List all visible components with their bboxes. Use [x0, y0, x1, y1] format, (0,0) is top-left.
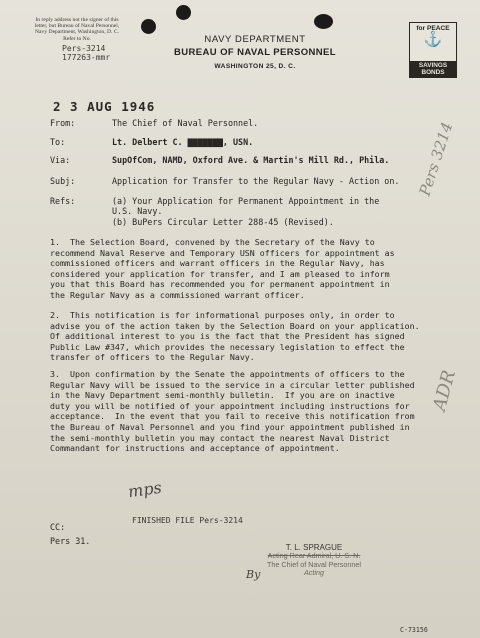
punch-hole-left [141, 19, 156, 34]
department-heading: NAVY DEPARTMENT [204, 34, 306, 45]
reference-a: (a) Your Application for Permanent Appointment in the [112, 196, 380, 206]
margin-handwriting-top: Pers 3214 [415, 120, 457, 198]
carbon-copy: CC: Pers 31. [50, 522, 91, 546]
to-label: To: [50, 137, 66, 147]
signer-rank: Acting Rear Admiral, U. S. N. [267, 551, 361, 561]
reference-number: Pers-3214 177263-mmr [62, 44, 111, 62]
signature-block [246, 544, 382, 578]
reference-a-cont: U.S. Navy. [112, 206, 163, 216]
from-value: The Chief of Naval Personnel. [112, 118, 259, 128]
subject-value: Application for Transfer to the Regular Navy - Action on. [112, 176, 400, 186]
paragraph-1: 1. The Selection Board, convened by the Secretary of the Navy to recommend Naval Reserve and Temporary USN officers for appointment as commissioned officers and warrant officers in the Regular Navy, has considered your application for transfer, and I am pleased to inform you that this Board has recommended you for permanent appointment in the Regular Navy as a commissioned warrant officer. [50, 237, 395, 300]
finished-file-stamp: FINISHED FILE Pers-3214 [132, 516, 243, 525]
handwritten-initials: mps [126, 477, 163, 502]
punch-hole-right [314, 14, 333, 29]
references-label: Refs: [50, 196, 76, 206]
handwritten-sig-prefix: By [246, 568, 261, 581]
reply-instructions: In reply address not the signer of this letter, but Bureau of Naval Personnel, Navy Department, Washington, D. C. Refer to No. [34, 17, 120, 42]
anchor-icon: ⚓ [423, 31, 443, 48]
signer-title: The Chief of Naval Personnel [267, 559, 361, 569]
savings-bonds-badge: for PEACE ⚓ SAVINGS BONDS [409, 22, 457, 78]
bureau-heading: BUREAU OF NAVAL PERSONNEL [173, 47, 336, 58]
punch-hole-center [176, 5, 191, 20]
via-label: Via: [50, 155, 71, 165]
from-label: From: [50, 118, 76, 128]
paragraph-3: 3. Upon confirmation by the Senate the appointments of officers to the Regular Navy will be issued to the service in a circular letter published in the Navy Department semi-monthly bulletin. If you are on inactive duty you will be notified of your appointment including instructions for acceptance. In the event that you fail to receive this notification from the Bureau of Naval Personnel and you find your appointment published in the semi-monthly bulletin you may contact the nearest Naval District Commandant for instructions and acceptance of appointment. [50, 369, 415, 454]
margin-handwriting-right: ADR [429, 367, 460, 414]
via-value: SupOfCom, NAMD, Oxford Ave. & Martin's Mill Rd., Phila. [112, 155, 390, 165]
reference-b: (b) BuPers Circular Letter 288-45 (Revised). [112, 217, 334, 227]
location-heading: WASHINGTON 25, D. C. [214, 63, 296, 70]
to-value: Lt. Delbert C. ▇▇▇▇▇▇▇, USN. [112, 137, 254, 147]
document-number: C-73156 [400, 626, 428, 634]
signer-acting: Acting [304, 568, 324, 578]
subject-label: Subj: [50, 176, 76, 186]
signer-name: T. L. SPRAGUE [285, 543, 343, 552]
letter-date: 2 3 AUG 1946 [53, 99, 156, 114]
paragraph-2: 2. This notification is for informational purposes only, in order to advise you of the action taken by the Selection Board on your application. Of additional interest to you is the fact that the President has signed Public Law #347, which provides the necessary legislation to effect the transfer of officers to the Regular Navy. [50, 310, 420, 363]
